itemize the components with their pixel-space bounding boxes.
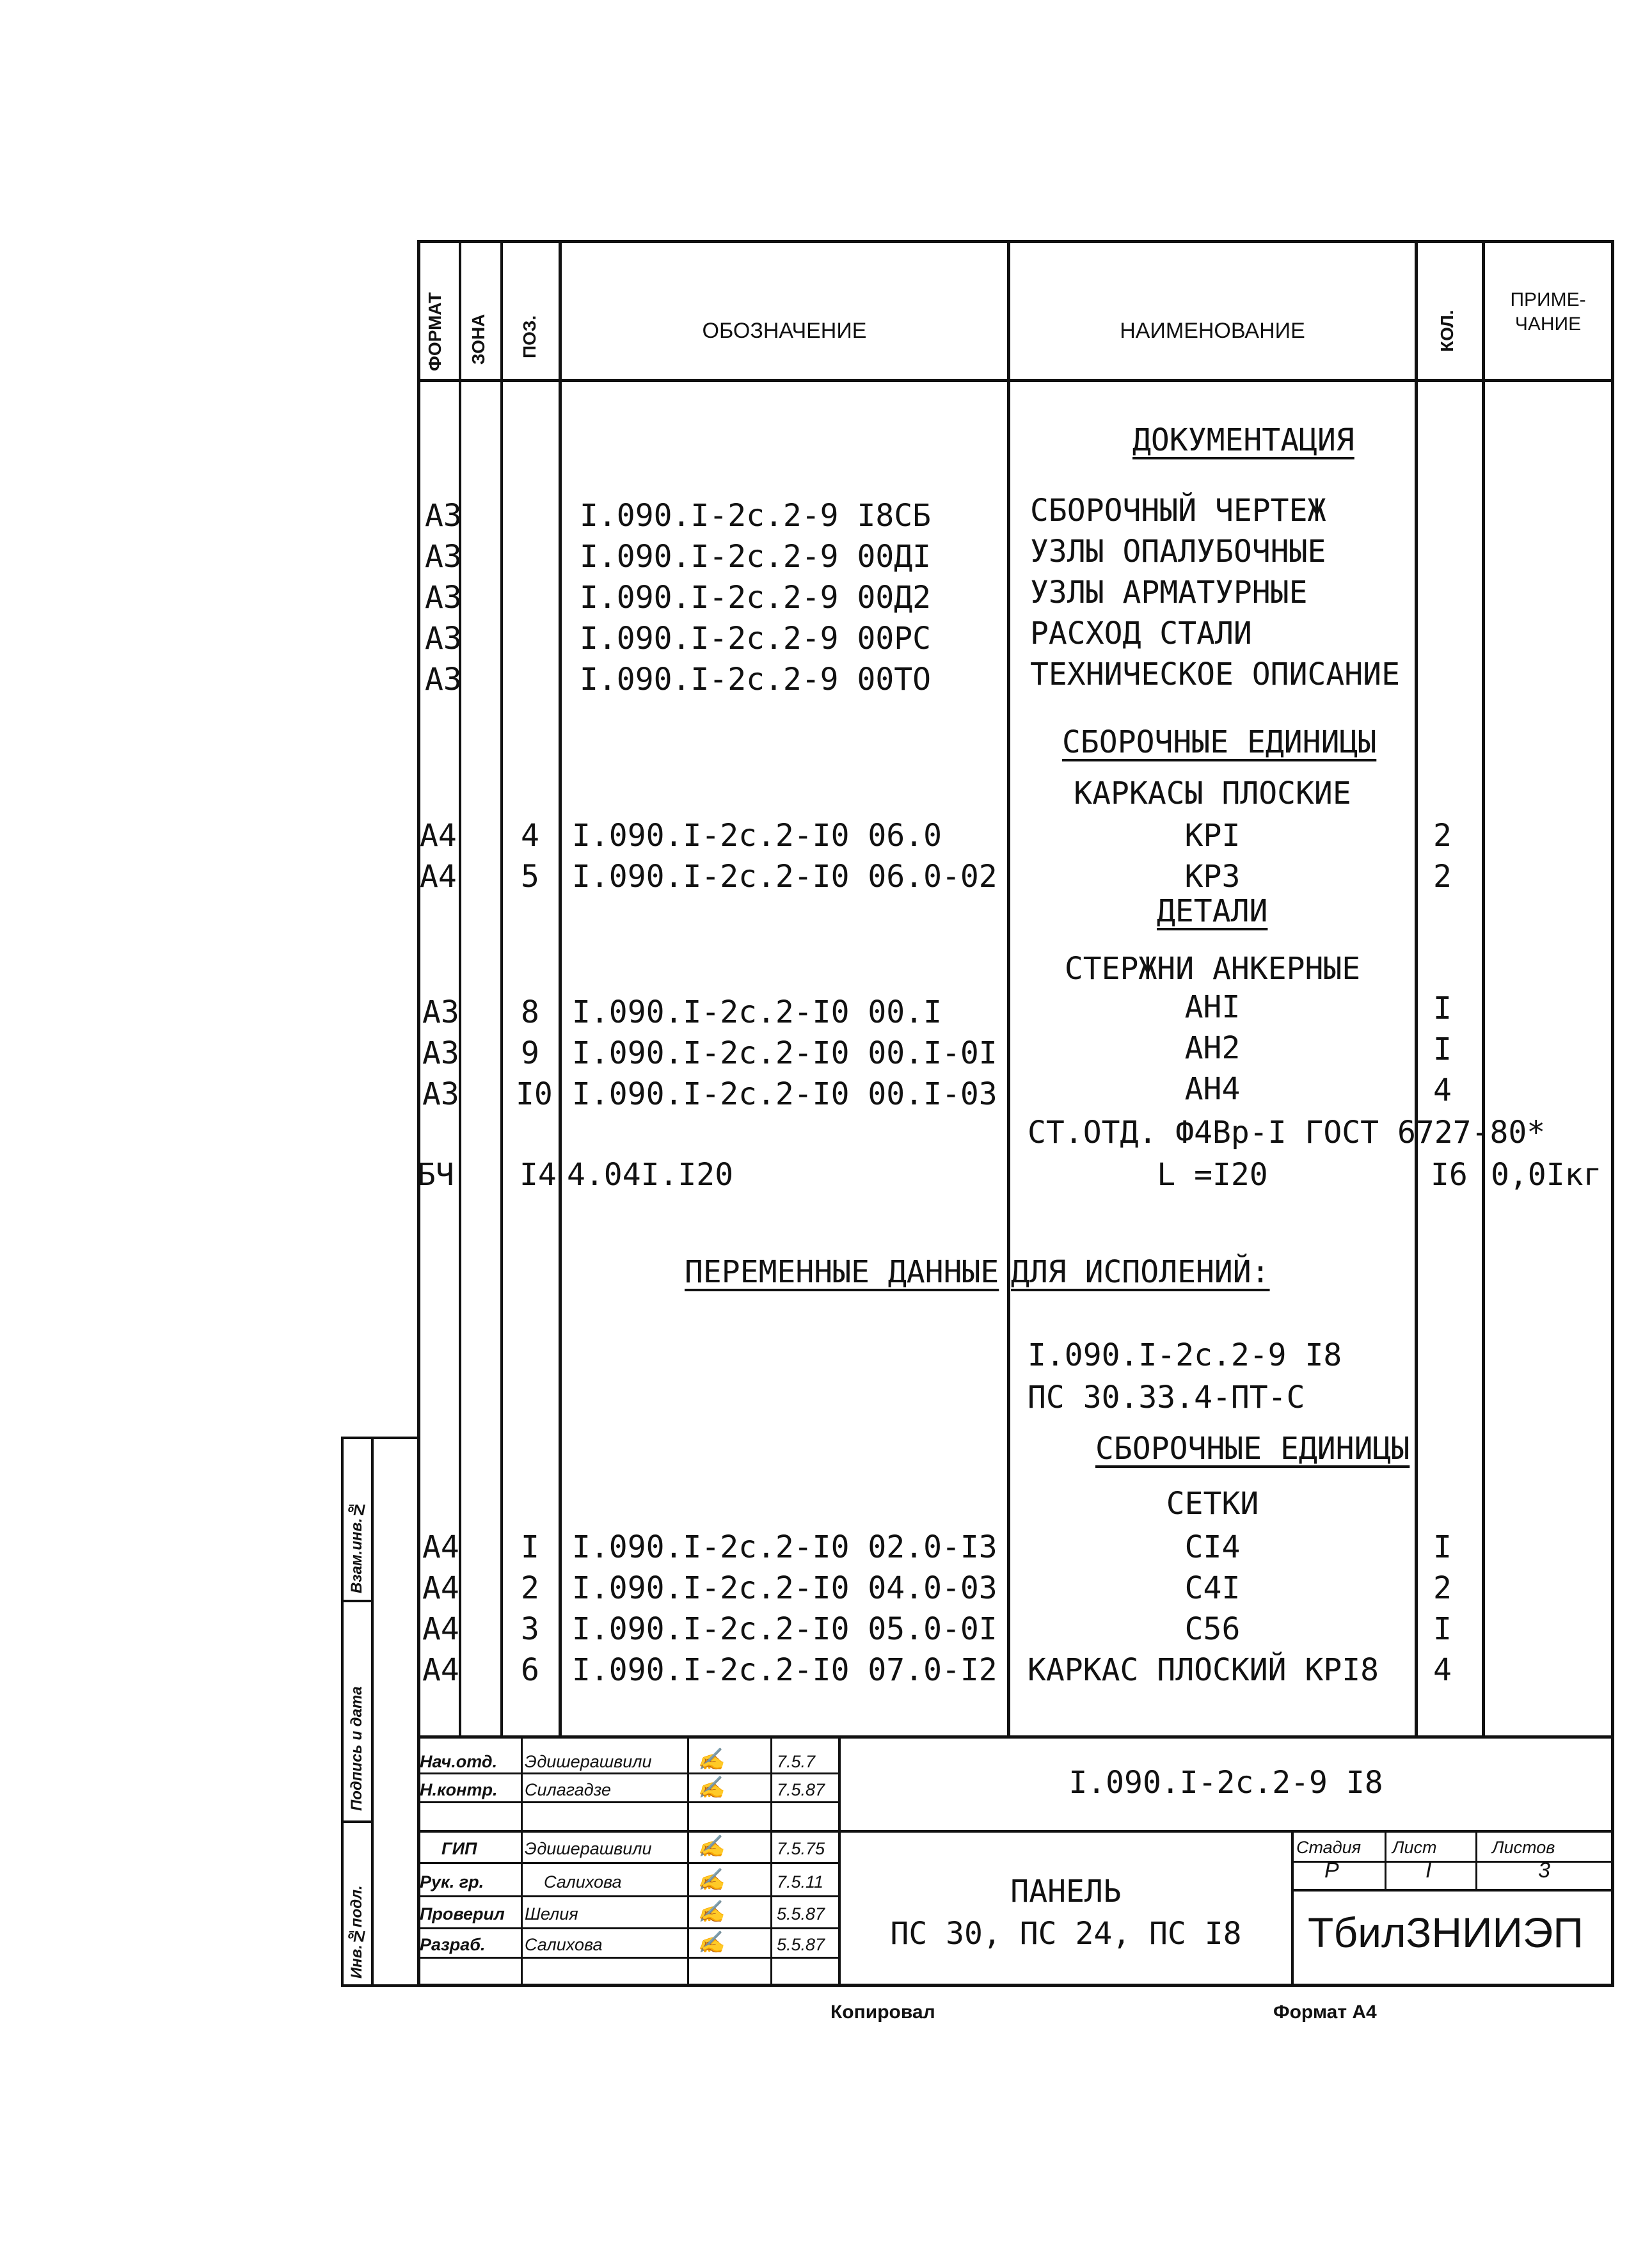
stamp-person: Салихова xyxy=(544,1872,622,1892)
row-pos: 2 xyxy=(521,1570,539,1606)
row-format: А3 xyxy=(422,1076,459,1112)
stamp-date: 5.5.87 xyxy=(777,1904,825,1923)
row-name: АНI xyxy=(1184,989,1241,1025)
row-format: БЧ xyxy=(417,1157,454,1193)
footer-copied: Копировал xyxy=(830,2002,935,2023)
variable-data-heading-left: ПЕРЕМЕННЫЕ ДАННЫЕ xyxy=(685,1254,999,1290)
row-format: А3 xyxy=(425,580,462,616)
stamp-role: ГИП xyxy=(441,1839,477,1858)
header-designation: ОБОЗНАЧЕНИЕ xyxy=(702,319,867,343)
row-format: А4 xyxy=(422,1529,459,1565)
row-designation: I.090.I-2c.2-9 00Д2 xyxy=(580,580,932,616)
row-pos: 8 xyxy=(521,994,539,1030)
stamp-role: Н.контр. xyxy=(420,1780,498,1799)
section-flat-frames: КАРКАСЫ ПЛОСКИЕ xyxy=(1074,776,1351,811)
section-details: ДЕТАЛИ xyxy=(1157,893,1268,929)
row-designation: I.090.I-2c.2-I0 07.0-I2 xyxy=(572,1652,997,1688)
row-format: А3 xyxy=(425,621,462,657)
stamp-date: 5.5.87 xyxy=(777,1935,825,1954)
row-format: А3 xyxy=(425,498,462,534)
row-name: С4I xyxy=(1184,1570,1241,1606)
row-qty: 2 xyxy=(1433,818,1452,854)
row-designation: I.090.I-2c.2-I0 04.0-03 xyxy=(572,1570,997,1606)
section-documentation: ДОКУМЕНТАЦИЯ xyxy=(1132,422,1354,458)
row-pos: 9 xyxy=(521,1035,539,1071)
stamp-sheets-value: 3 xyxy=(1538,1858,1550,1883)
row-name: L =I20 xyxy=(1157,1157,1268,1193)
stamp-sheet-value: I xyxy=(1426,1858,1432,1883)
stamp-stage-value: Р xyxy=(1324,1858,1339,1883)
row-qty: I6 xyxy=(1431,1157,1468,1193)
row-format: А4 xyxy=(420,859,457,895)
stamp-stage-label: Стадия xyxy=(1296,1838,1362,1857)
section-anchor-rods: СТЕРЖНИ АНКЕРНЫЕ xyxy=(1064,951,1361,987)
header-zone: ЗОНА xyxy=(468,314,488,365)
stamp-person: Салихова xyxy=(525,1935,603,1954)
row-name: СБОРОЧНЫЙ ЧЕРТЕЖ xyxy=(1030,493,1326,529)
side-label-inv-orig: Инв.№подл. xyxy=(348,1885,365,1979)
row-format: А4 xyxy=(420,818,457,854)
footer-format: Формат А4 xyxy=(1273,2002,1377,2023)
header-note-1: ПРИМЕ- xyxy=(1510,289,1586,310)
row-designation: I.090.I-2c.2-I0 02.0-I3 xyxy=(572,1529,997,1565)
stamp-date: 7.5.87 xyxy=(777,1780,825,1799)
header-qty: КОЛ. xyxy=(1437,310,1457,352)
row-name: УЗЛЫ ОПАЛУБОЧНЫЕ xyxy=(1030,534,1326,569)
row-designation: I.090.I-2c.2-9 00ТО xyxy=(580,662,932,697)
row-pos: I4 xyxy=(520,1157,557,1193)
stamp-person: Эдишерашвили xyxy=(525,1839,652,1858)
row-pos: I0 xyxy=(516,1076,553,1112)
row-format: А4 xyxy=(422,1611,459,1647)
header-name: НАИМЕНОВАНИЕ xyxy=(1120,319,1305,343)
side-label-sign-date: Подпись и дата xyxy=(348,1686,365,1811)
row-name: С56 xyxy=(1184,1611,1241,1647)
signature-mark: ✍ xyxy=(697,1775,725,1801)
stamp-sheet-label: Лист xyxy=(1392,1838,1437,1857)
row-qty: I xyxy=(1433,991,1452,1026)
row-format: А4 xyxy=(422,1570,459,1606)
row-name: АН4 xyxy=(1184,1071,1241,1107)
variable-data-heading-right: ДЛЯ ИСПОЛЕНИЙ: xyxy=(1011,1254,1270,1290)
row-pos: I xyxy=(521,1529,539,1565)
signature-mark: ✍ xyxy=(697,1899,725,1925)
stamp-date: 7.5.11 xyxy=(777,1872,824,1892)
variant-code: I.090.I-2c.2-9 I8 xyxy=(1028,1337,1342,1373)
row-qty: 2 xyxy=(1433,859,1452,895)
row-designation: I.090.I-2c.2-I0 05.0-0I xyxy=(572,1611,997,1647)
row-qty: 4 xyxy=(1433,1072,1452,1108)
row-pos: 6 xyxy=(521,1652,539,1688)
row-format: А3 xyxy=(422,1035,459,1071)
row-name: СI4 xyxy=(1184,1529,1241,1565)
header-note-2: ЧАНИЕ xyxy=(1514,314,1582,335)
row-pos: 3 xyxy=(521,1611,539,1647)
row-name: ТЕХНИЧЕСКОЕ ОПИСАНИЕ xyxy=(1030,657,1400,692)
row-qty: I xyxy=(1433,1031,1452,1067)
side-label-swap-inv: Взам.инв.№ xyxy=(348,1501,365,1593)
section-assembly-units: СБОРОЧНЫЕ ЕДИНИЦЫ xyxy=(1062,724,1377,760)
row-qty: 2 xyxy=(1433,1570,1452,1606)
row-format: А4 xyxy=(422,1652,459,1688)
row-note: 0,0Iкг xyxy=(1491,1157,1602,1193)
stamp-role: Нач.отд. xyxy=(420,1752,498,1771)
row-designation: I.090.I-2c.2-9 I8СБ xyxy=(580,498,932,534)
row-name: КР3 xyxy=(1184,859,1241,895)
stamp-role: Разраб. xyxy=(420,1935,486,1954)
stamp-date: 7.5.7 xyxy=(777,1752,816,1771)
row-designation: I.090.I-2c.2-I0 06.0 xyxy=(572,818,942,854)
row-designation: 4.04I.I20 xyxy=(567,1157,734,1193)
row-name: УЗЛЫ АРМАТУРНЫЕ xyxy=(1030,575,1308,610)
stamp-title-line1: ПАНЕЛЬ xyxy=(1010,1874,1122,1909)
steel-note: СТ.ОТД. Ф4Вр-I ГОСТ 6727-80* xyxy=(1028,1115,1546,1151)
signature-mark: ✍ xyxy=(697,1867,725,1893)
row-designation: I.090.I-2c.2-9 00РС xyxy=(580,621,932,657)
row-designation: I.090.I-2c.2-I0 00.I-0I xyxy=(572,1035,997,1071)
stamp-role: Рук. гр. xyxy=(420,1872,484,1892)
header-format: ФОРМАТ xyxy=(425,292,445,371)
stamp-sheets-label: Листов xyxy=(1492,1838,1555,1857)
signature-mark: ✍ xyxy=(697,1930,725,1955)
row-name: РАСХОД СТАЛИ xyxy=(1030,616,1252,651)
variant-mark: ПС 30.33.4-ПТ-С xyxy=(1028,1380,1305,1415)
row-qty: I xyxy=(1433,1529,1452,1565)
stamp-person: Шелия xyxy=(525,1904,578,1923)
stamp-person: Эдишерашвили xyxy=(525,1752,652,1771)
row-format: А3 xyxy=(425,662,462,697)
row-designation: I.090.I-2c.2-I0 00.I xyxy=(572,994,942,1030)
row-pos: 4 xyxy=(521,818,539,854)
row-qty: I xyxy=(1433,1611,1452,1647)
row-name: КРI xyxy=(1184,818,1241,854)
row-designation: I.090.I-2c.2-I0 06.0-02 xyxy=(572,859,997,895)
signature-mark: ✍ xyxy=(697,1747,725,1772)
stamp-title-line2: ПС 30, ПС 24, ПС I8 xyxy=(890,1916,1242,1952)
row-designation: I.090.I-2c.2-I0 00.I-03 xyxy=(572,1076,997,1112)
row-format: А3 xyxy=(422,994,459,1030)
stamp-person: Силагадзе xyxy=(525,1780,611,1799)
row-pos: 5 xyxy=(521,859,539,895)
row-qty: 4 xyxy=(1433,1652,1452,1688)
header-pos: ПОЗ. xyxy=(520,315,539,358)
stamp-date: 7.5.75 xyxy=(777,1839,825,1858)
row-designation: I.090.I-2c.2-9 00ДI xyxy=(580,539,932,575)
signature-mark: ✍ xyxy=(697,1834,725,1860)
row-name: КАРКАС ПЛОСКИЙ КРI8 xyxy=(1028,1652,1379,1688)
section-meshes: СЕТКИ xyxy=(1166,1486,1259,1522)
row-name: АН2 xyxy=(1184,1030,1241,1066)
row-format: А3 xyxy=(425,539,462,575)
stamp-role: Проверил xyxy=(420,1904,505,1923)
organization-name: ТбилЗНИИЭП xyxy=(1308,1909,1584,1956)
section-assembly-units-2: СБОРОЧНЫЕ ЕДИНИЦЫ xyxy=(1095,1431,1410,1467)
stamp-doc-code: I.090.I-2c.2-9 I8 xyxy=(1068,1765,1383,1801)
